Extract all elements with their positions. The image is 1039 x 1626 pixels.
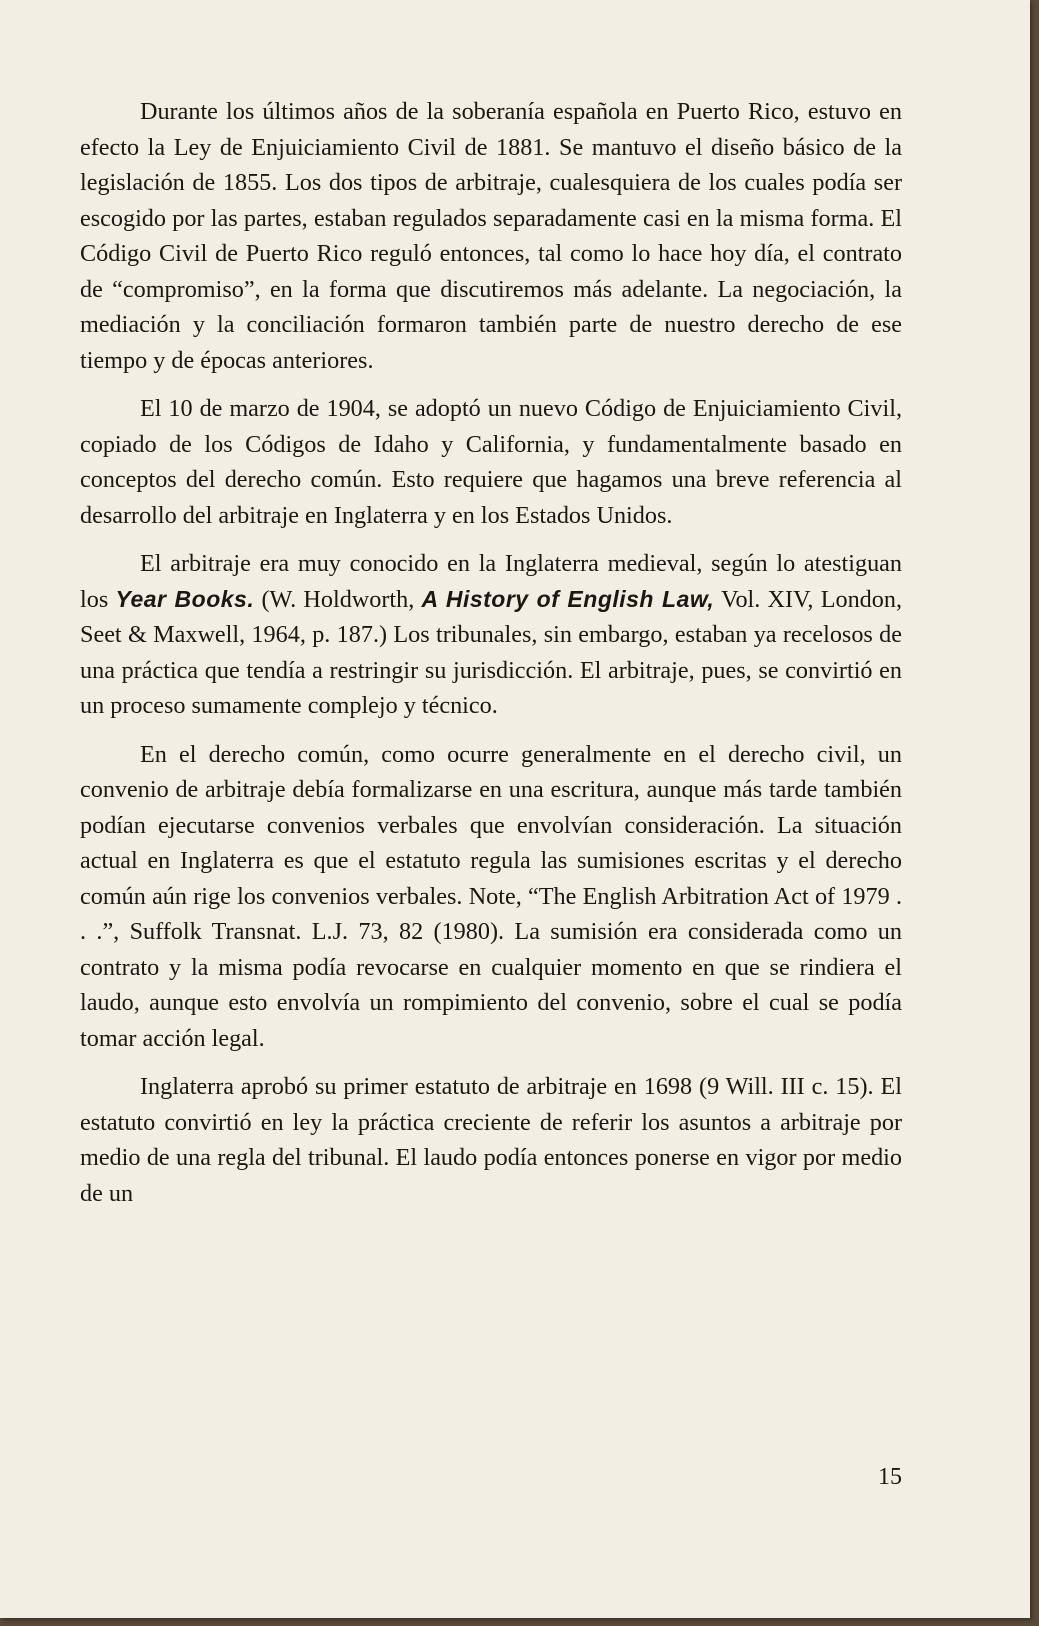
paragraph-5-text: Inglaterra aprobó su primer estatuto de arbitraje en 1698 (9 Will. III c. 15). El estatuto convirtió en ley la práctica creciente de referir los asuntos a arbitraje por medio de una regla del tribunal. El laudo podía entonces ponerse en vigor por medio de un: [80, 1073, 902, 1207]
paragraph-2: [80, 391, 902, 533]
paragraph-4: [80, 737, 902, 1057]
body-text: [80, 94, 902, 1224]
citation-history-english-law: A History of English Law,: [421, 585, 715, 612]
paragraph-4-text: En el derecho común, como ocurre generalmente en el derecho civil, un convenio de arbitraje debía formalizarse en una escritura, aunque más tarde también podían ejecutarse convenios verbales que envolvían consideración. La situación actual en Inglaterra es que el estatuto regula las sumisiones escritas y el derecho común aún rige los convenios verbales. Note, “The English Arbitration Act of 1979 . . .”, Suffolk Transnat. L.J. 73, 82 (1980). La sumisión era considerada como un contrato y la misma podía revocarse en cualquier momento en que se rindiera el laudo, aunque esto envolvía un rompimiento del convenio, sobre el cual se podía tomar acción legal.: [80, 740, 902, 1052]
paragraph-3: [80, 546, 902, 724]
paragraph-3-text-a: El arbitraje era muy conocido en la Inglaterra medieval, según lo atestiguan los: [80, 550, 902, 613]
page-number: 15: [878, 1464, 902, 1490]
citation-year-books: Year Books.: [115, 585, 255, 612]
paragraph-3-text-b: (W. Holdworth,: [254, 585, 422, 613]
paragraph-3-text-c: Vol. XIV, London, Seet & Maxwell, 1964, p. 187.) Los tribunales, sin embargo, estaban ya recelosos de una práctica que tendía a restringir su jurisdicción. El arbitraje, pues, se convirtió en un proceso sumamente complejo y técnico.: [80, 585, 902, 719]
paragraph-5: [80, 1069, 902, 1211]
paragraph-1: [80, 94, 902, 378]
paragraph-2-text: El 10 de marzo de 1904, se adoptó un nuevo Código de Enjuiciamiento Civil, copiado de los Códigos de Idaho y California, y fundamentalmente basado en conceptos del derecho común. Esto requiere que hagamos una breve referencia al desarrollo del arbitraje en Inglaterra y en los Estados Unidos.: [80, 395, 902, 529]
paragraph-1-text: Durante los últimos años de la soberanía española en Puerto Rico, estuvo en efecto la Ley de Enjuiciamiento Civil de 1881. Se mantuvo el diseño básico de la legislación de 1855. Los dos tipos de arbitraje, cualesquiera de los cuales podía ser escogido por las partes, estaban regulados separadamente casi en la misma forma. El Código Civil de Puerto Rico reguló entonces, tal como lo hace hoy día, el contrato de “compromiso”, en la forma que discutiremos más adelante. La negociación, la mediación y la conciliación formaron también parte de nuestro derecho de ese tiempo y de épocas anteriores.: [80, 98, 902, 374]
